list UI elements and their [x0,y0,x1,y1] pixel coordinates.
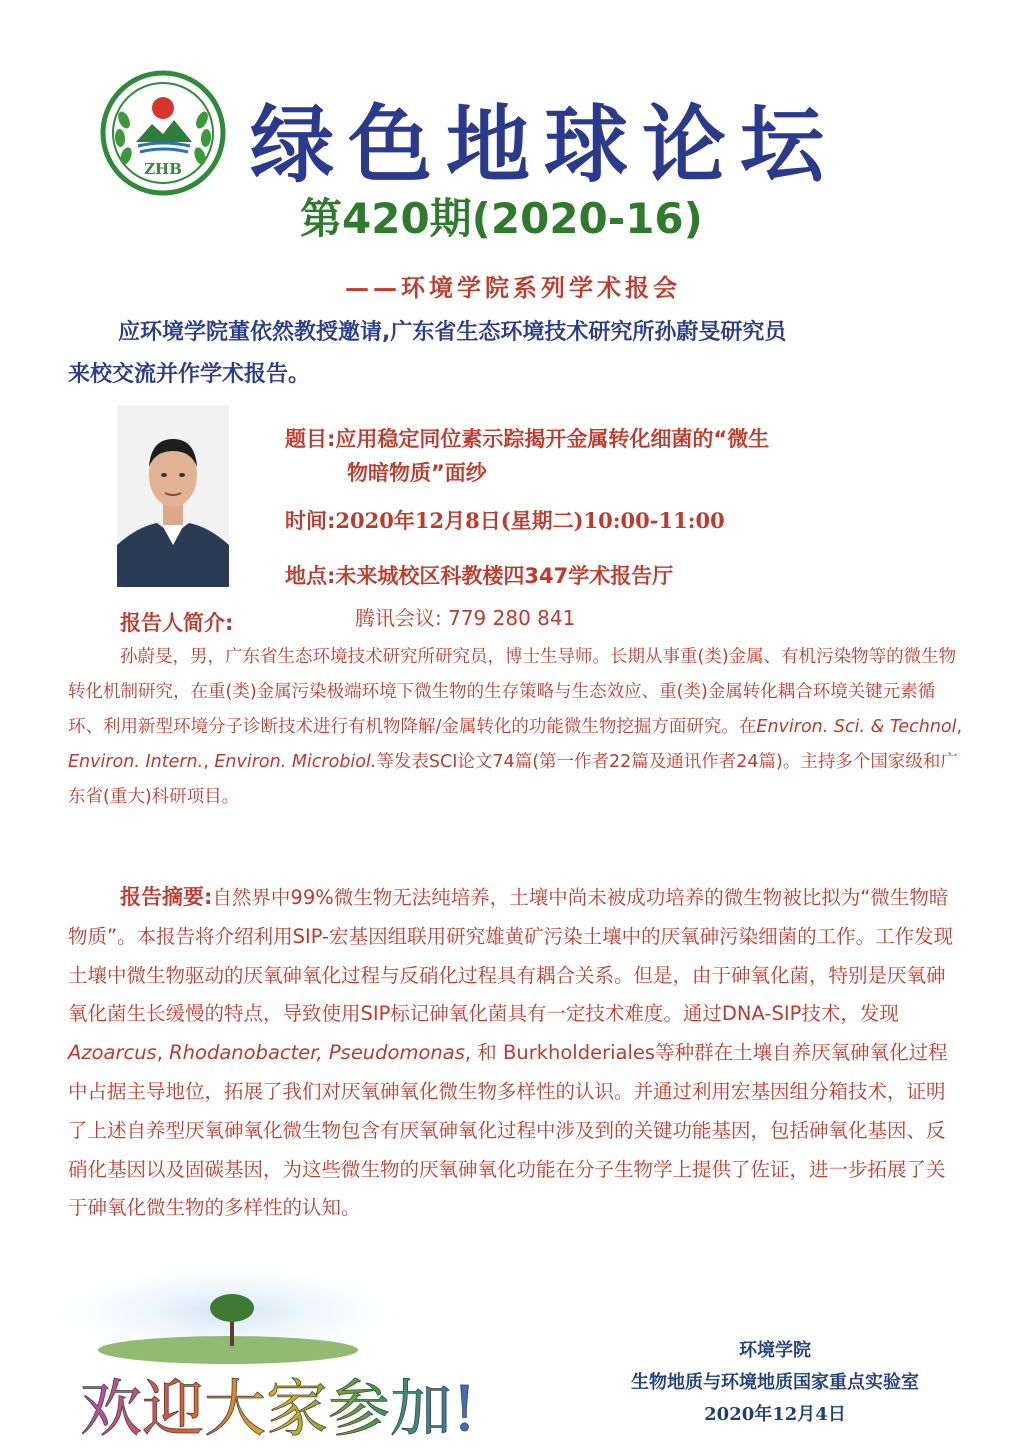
speaker-photo [117,405,229,587]
bio-journal-2: Environ. Intern. [68,752,204,772]
abstract-genus-1: Azoarcus [68,1041,157,1065]
talk-abstract [68,878,963,1228]
talk-place [285,560,673,590]
bio-text-1: 孙蔚旻，男，广东省生态环境技术研究所研究员，博士生导师。长期从事重(类)金属、有机污染物等的微生物转化机制研究，在重(类)金属污染极端环境下微生物的生存策略与生态效应、重(类)金属转化耦合环境关键元素循环、利用新型环境分子诊断技术进行有机物降解/金属转化的功能微生物挖掘方面研究。在 [68,647,957,737]
issue-number: 第420期(2020-16) [300,194,703,243]
topic-line-1: 应用稳定同位素示踪揭开金属转化细菌的“微生 [335,427,770,451]
announcement-date: 2020年12月4日 [704,1404,846,1425]
forum-title: 绿色地球论坛 [250,95,839,194]
abstract-text-1: 自然界中99%微生物无法纯培养，土壤中尚未被成功培养的微生物被比拟为“微生物暗物质”。本报告将介绍利用SIP-宏基因组联用研究雄黄矿污染土壤中的厌氧砷污染细菌的工作。工作发现土壤中微生物驱动的厌氧砷氧化过程与反硝化过程具有耦合关系。但是，由于砷氧化菌，特别是厌氧砷氧化菌生长缓慢的特点，导致使用SIP标记砷氧化菌具有一定技术难度。通过DNA-SIP技术，发现 [68,886,954,1026]
organizer-school: 环境学院 [739,1340,811,1361]
topic-label: 题目: [285,427,336,451]
abstract-label: 报告摘要: [120,885,213,909]
abstract-sep-2: , 和 Burkholderiales [464,1041,656,1065]
organizer-lab: 生物地质与环境地质国家重点实验室 [631,1372,919,1393]
talk-time [285,505,725,535]
bio-journal-1: Environ. Sci. & Technol [756,717,957,737]
bio-heading: 报告人简介: [120,611,234,635]
time-value: 2020年12月8日(星期二)10:00-11:00 [335,508,725,533]
abstract-genus-2: Rhodanobacter, Pseudomonas [169,1041,465,1065]
abstract-sep-1: , [156,1041,170,1065]
welcome-banner [80,1370,560,1445]
time-label: 时间: [285,509,336,533]
talk-topic [285,422,905,490]
invitation-intro [68,312,958,396]
series-subtitle: ——环境学院系列学术报会 [345,273,681,302]
landscape-decoration [58,1268,398,1364]
bio-text-2: 等发表SCI论文74篇(第一作者22篇及通讯作者24篇)。主持多个国家级和广东省(重大)科研项目。 [68,752,958,807]
logo-text: ZHB [144,160,182,178]
place-label: 地点: [285,564,336,588]
bio-journal-3: Environ. Microbiol. [214,752,377,772]
organizer-block [565,1335,985,1431]
zhb-logo [100,70,226,196]
intro-line-1: 应环境学院董依然教授邀请,广东省生态环境技术研究所孙蔚旻研究员 [118,320,787,345]
topic-line-2: 物暗物质”面纱 [347,461,487,485]
abstract-text-2: 等种群在土壤自养厌氧砷氧化过程中占据主导地位，拓展了我们对厌氧砷氧化微生物多样性的认识。并通过利用宏基因组分箱技术，证明了上述自养型厌氧砷氧化微生物包含有厌氧砷氧化过程中涉及到的关键功能基因，包括砷氧化基因、反硝化基因以及固碳基因，为这些微生物的厌氧砷氧化功能在分子生物学上提供了佐证，进一步拓展了关于砷氧化微生物的多样性的认知。 [68,1041,948,1220]
tencent-meeting: 腾讯会议: 779 280 841 [355,606,576,630]
welcome-text: 欢迎大家参加! [80,1372,477,1445]
bio-sep-1: , [956,717,963,737]
speaker-bio [68,640,963,815]
place-value: 未来城校区科教楼四347学术报告厅 [335,564,674,588]
bio-sep-2: , [203,752,215,772]
intro-line-2: 来校交流并作学术报告。 [68,362,311,387]
